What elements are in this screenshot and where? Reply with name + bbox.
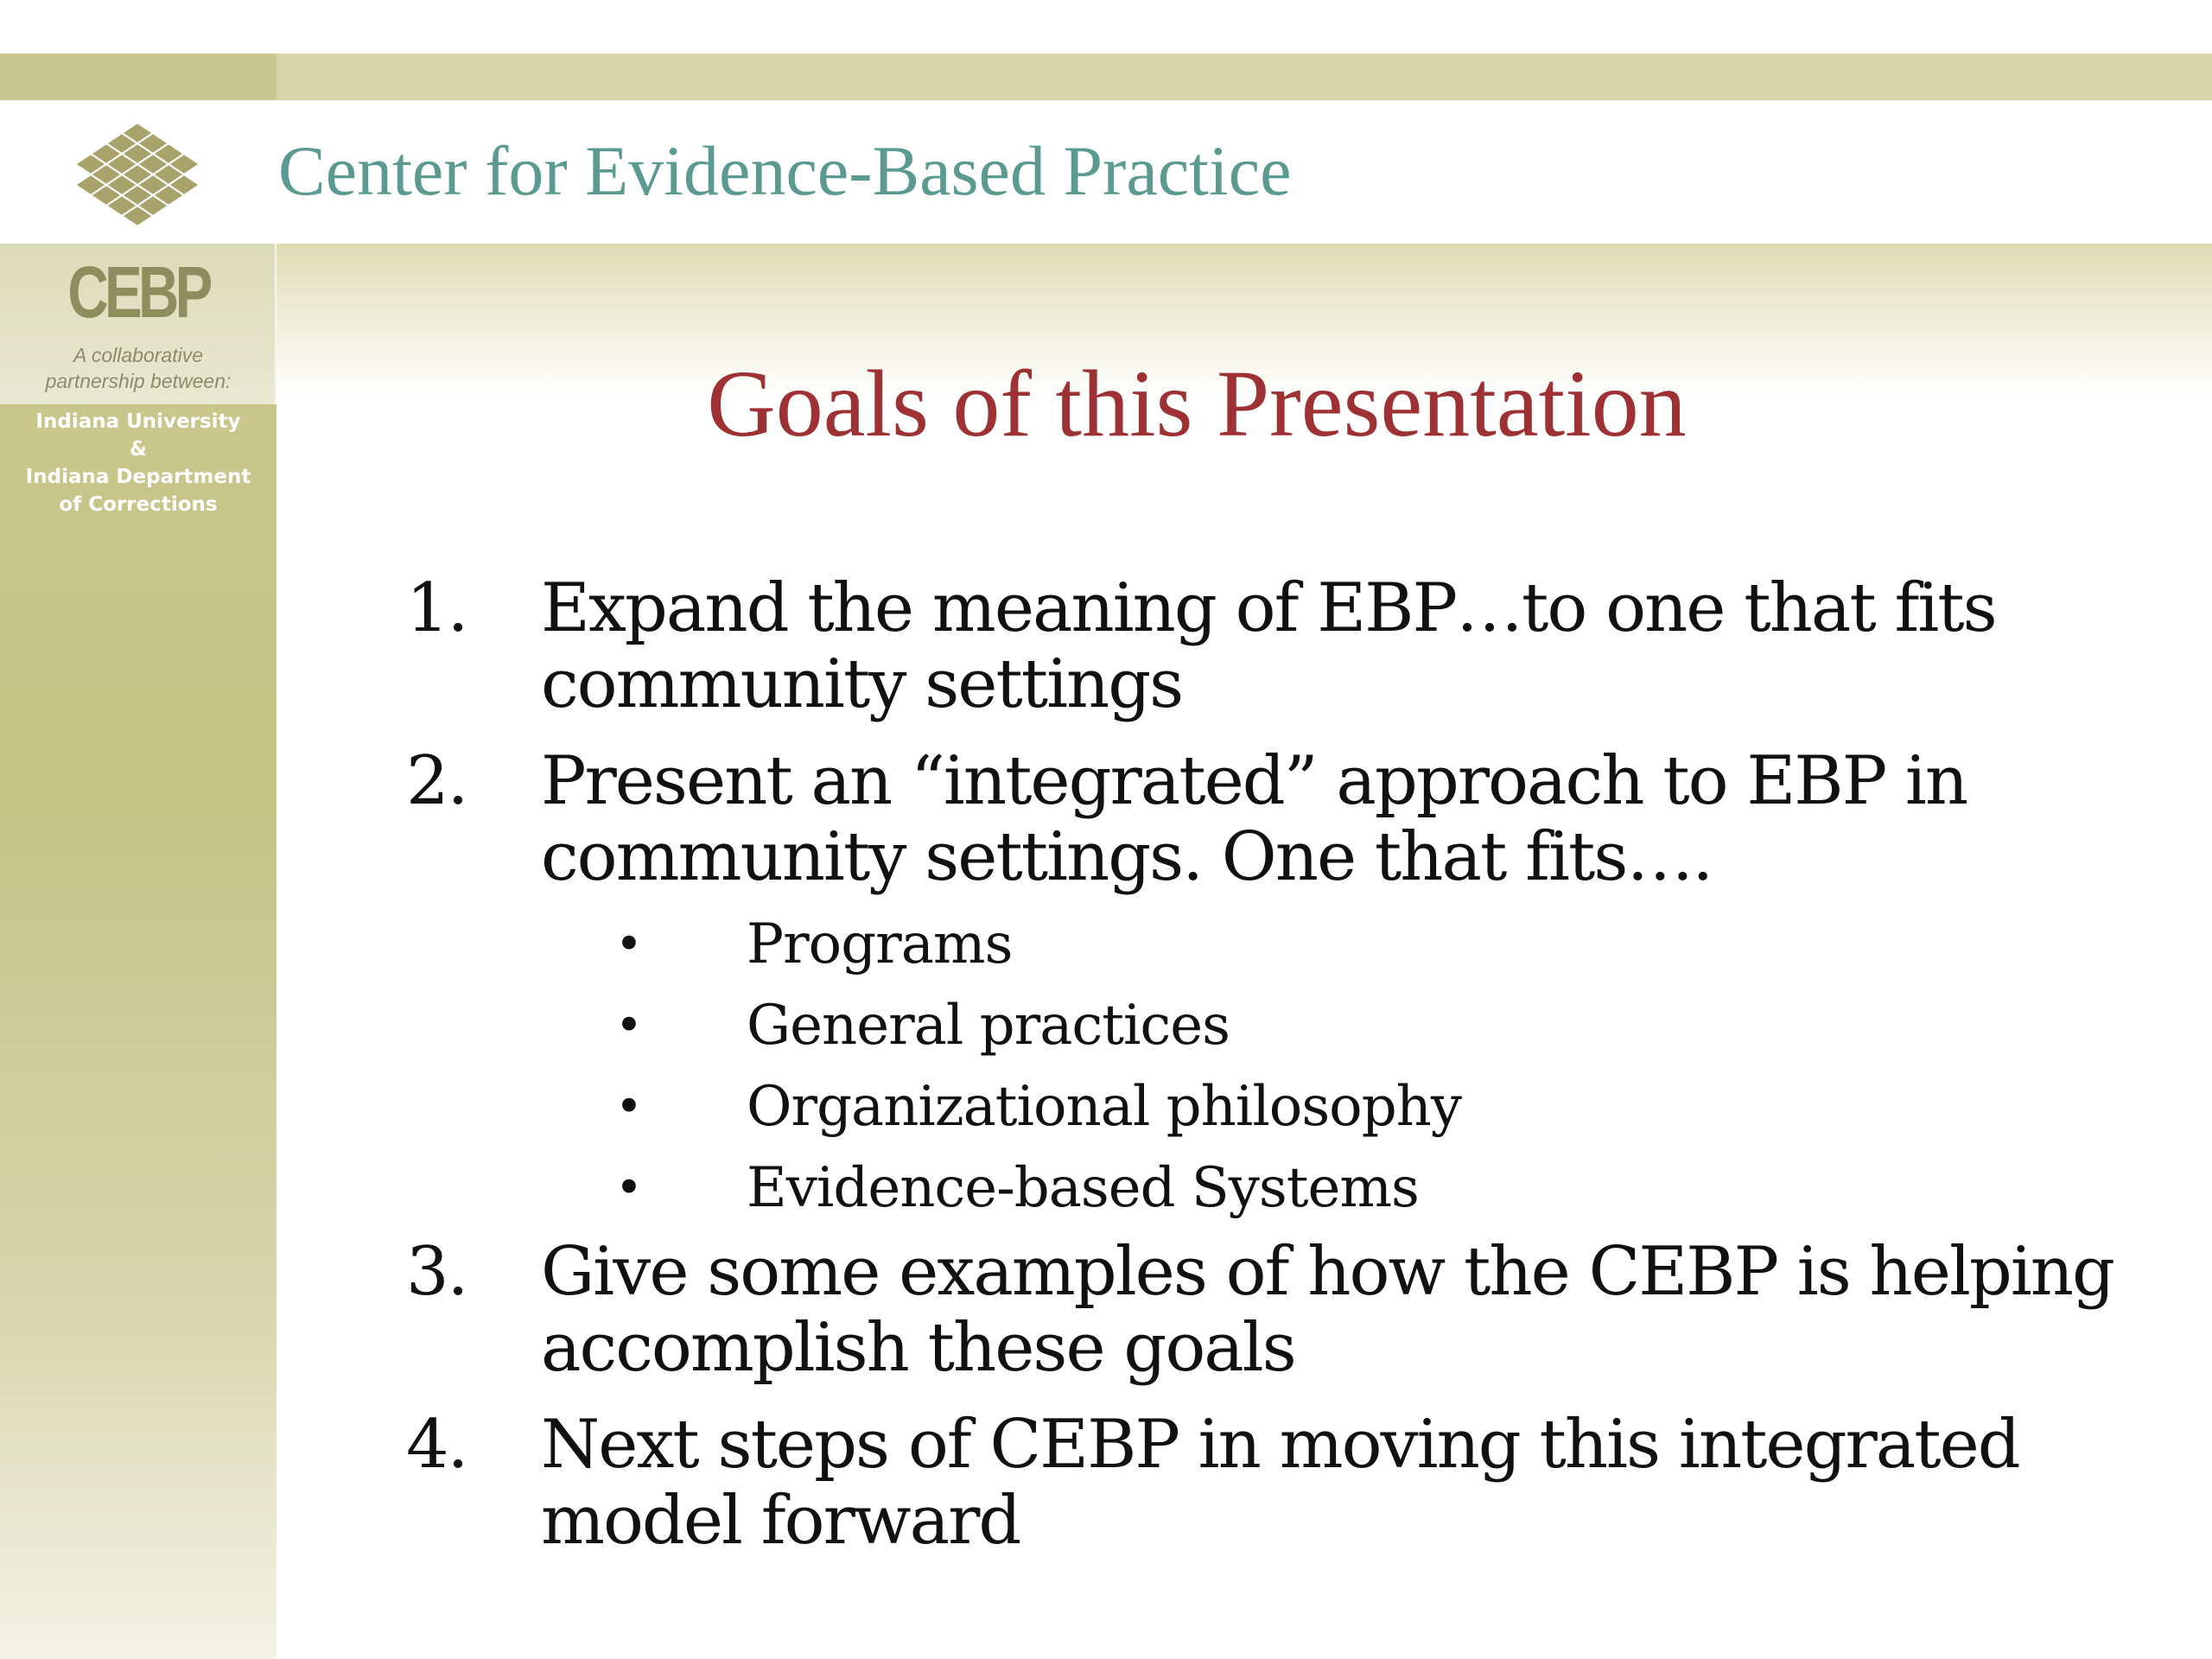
collab-line: partnership between: xyxy=(45,370,232,392)
goal-text-line: accomplish these goals xyxy=(541,1309,1295,1387)
sub-bullet-item xyxy=(406,904,2186,985)
goal-number: 3. xyxy=(406,1233,467,1311)
partner-ampersand: & xyxy=(129,438,148,461)
slide-title: Goals of this Presentation xyxy=(707,351,1687,456)
collab-line: A collaborative xyxy=(73,344,203,366)
bullet-icon: • xyxy=(615,998,642,1052)
sub-bullet-text: Evidence-based Systems xyxy=(747,1156,1419,1220)
sub-bullet-item xyxy=(406,1066,2186,1147)
bullet-icon: • xyxy=(615,1079,642,1134)
bullet-icon: • xyxy=(615,917,642,971)
sub-bullet-item xyxy=(406,1147,2186,1229)
goal-text-line: Present an “integrated” approach to EBP in xyxy=(541,742,1967,820)
top-band-accent xyxy=(0,54,276,100)
sub-bullet-text: Organizational philosophy xyxy=(747,1075,1462,1139)
goal-item xyxy=(406,743,2186,895)
goal-text-line: Next steps of CEBP in moving this integrated xyxy=(541,1406,2019,1484)
goals-list xyxy=(406,570,2186,1580)
sub-bullet-item xyxy=(406,985,2186,1066)
org-name-header: Center for Evidence-Based Practice xyxy=(278,131,1292,210)
goal-item xyxy=(406,1234,2186,1386)
goal-number: 1. xyxy=(406,569,467,647)
goal-item xyxy=(406,1407,2186,1559)
sub-bullet-text: Programs xyxy=(747,912,1013,976)
partner-name: of Corrections xyxy=(59,493,218,516)
partner-name: Indiana University xyxy=(35,410,241,433)
goal-text-line: Give some examples of how the CEBP is helping xyxy=(541,1233,2113,1311)
goal-item xyxy=(406,570,2186,722)
diamond-lattice-icon xyxy=(73,121,202,233)
sub-bullet-text: General practices xyxy=(747,994,1230,1058)
goal-number: 4. xyxy=(406,1406,467,1484)
goal-text-line: model forward xyxy=(541,1482,1020,1560)
collaboration-note xyxy=(0,342,276,394)
bullet-icon: • xyxy=(615,1160,642,1215)
logo-wordmark: CEBP xyxy=(67,251,209,333)
goal-text-line: Expand the meaning of EBP…to one that fits xyxy=(541,569,1996,647)
sub-bullet-list xyxy=(406,904,2186,1229)
goal-text-line: community settings xyxy=(541,645,1183,723)
top-band xyxy=(0,54,2212,100)
goal-text-line: community settings. One that fits…. xyxy=(541,818,1713,896)
goal-number: 2. xyxy=(406,742,467,820)
partner-list xyxy=(0,408,276,518)
partner-name: Indiana Department xyxy=(25,466,251,488)
